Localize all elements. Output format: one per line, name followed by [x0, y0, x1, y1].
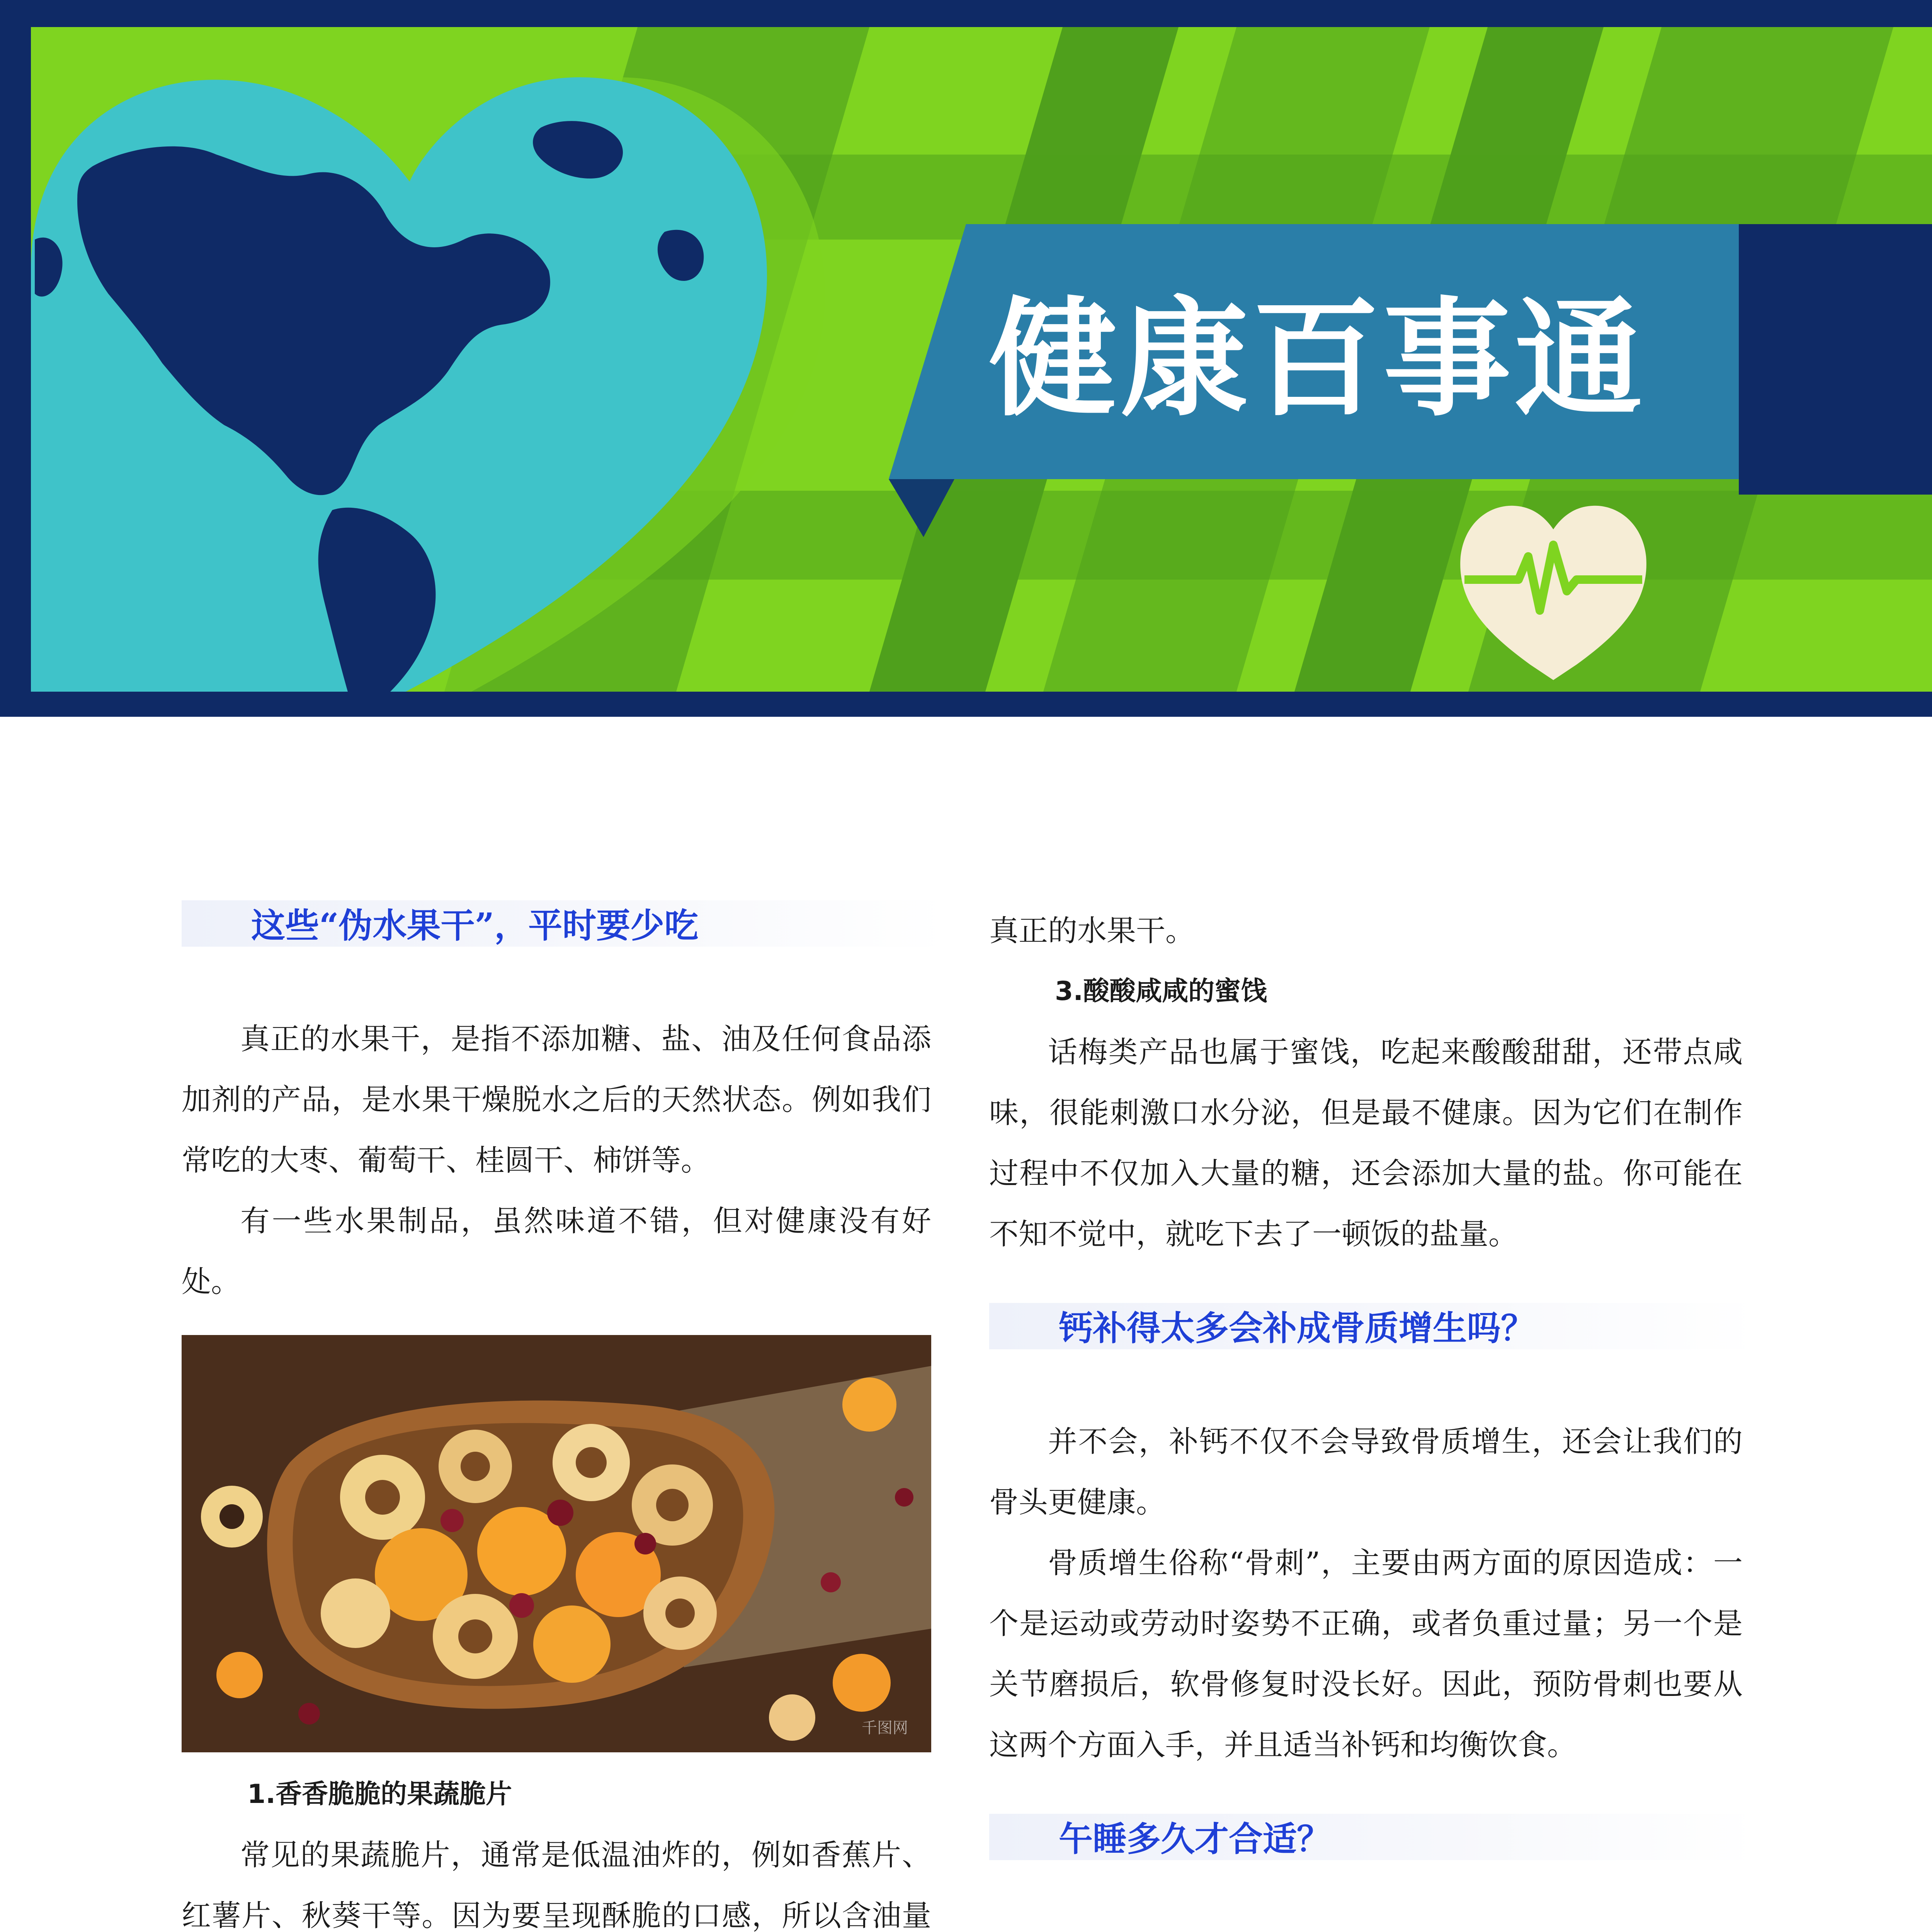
paragraph: [989, 1922, 1743, 1932]
left-column: [182, 889, 931, 1932]
paragraph: 真正的水果干，是指不添加糖、盐、油及任何食品添加剂的产品，是水果干燥脱水之后的天然状态。例如我们常吃的大枣、葡萄干、桂圆干、柿饼等。: [182, 1022, 931, 1177]
paragraph: 真正的水果干。: [989, 913, 1195, 948]
subheading: 3.酸酸咸咸的蜜饯: [1055, 976, 1267, 1007]
paragraph: 骨质增生俗称“骨刺”，主要由两方面的原因造成：一个是运动或劳动时姿势不正确，或者负重过量；另一个是关节磨损后，软骨修复时没长好。因此，预防骨刺也要从这两个方面入手，并且适当补钙和均衡饮食。: [989, 1546, 1743, 1762]
section-title-calcium: [989, 1291, 1743, 1365]
svg-text:千图网: 千图网: [862, 1719, 908, 1737]
paragraph: 有一些水果制品，虽然味道不错，但对健康没有好处。: [182, 1204, 931, 1299]
section-title-text: 这些“伪水果干”，平时要少吃: [251, 905, 699, 946]
paragraph: 并不会，补钙不仅不会导致骨质增生，还会让我们的骨头更健康。: [989, 1424, 1743, 1519]
right-column: [989, 900, 1743, 1932]
paragraph: 话梅类产品也属于蜜饯，吃起来酸酸甜甜，还带点咸味，很能刺激口水分泌，但是最不健康。因为它们在制作过程中不仅加入大量的糖，还会添加大量的盐。你可能在不知不觉中，就吃下去了一顿饭的盐量。: [989, 1035, 1743, 1251]
dried-fruit-photo: [182, 1335, 931, 1752]
paragraph: 常见的果蔬脆片，通常是低温油炸的，例如香蕉片、红薯片、秋葵干等。因为要呈现酥脆的口感，所以含油量: [182, 1838, 931, 1932]
subheading: 1.香香脆脆的果蔬脆片: [247, 1779, 512, 1810]
section-title-text: 午睡多久才合适？: [1059, 1819, 1331, 1859]
section-title-fake-dried-fruit: [182, 889, 931, 962]
header-banner: [0, 0, 1932, 717]
banner-title: 健康百事通: [989, 285, 1646, 434]
section-title-text: 钙补得太多会补成骨质增生吗？: [1059, 1308, 1535, 1348]
section-title-nap: [989, 1802, 1743, 1876]
